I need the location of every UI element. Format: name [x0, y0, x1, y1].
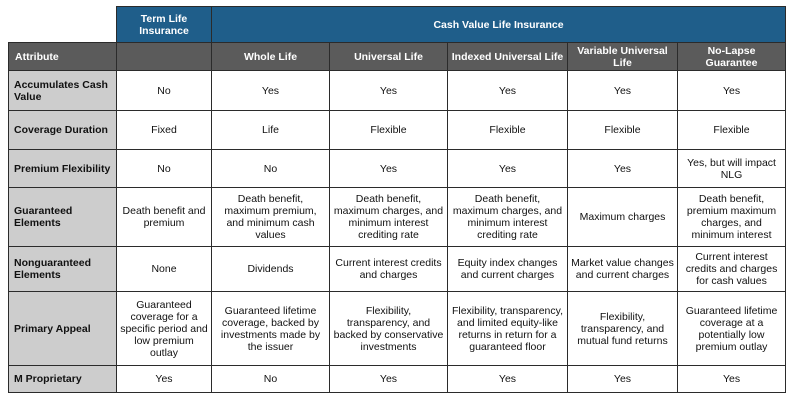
row-attribute: Primary Appeal	[9, 292, 117, 366]
comparison-table	[8, 6, 786, 393]
table-cell: Guaranteed lifetime coverage at a potentially low premium outlay	[678, 292, 786, 366]
table-cell: Flexible	[330, 111, 448, 150]
table-cell: Flexible	[678, 111, 786, 150]
table-row	[9, 111, 786, 150]
table-cell: Current interest credits and charges for cash values	[678, 247, 786, 292]
row-attribute: Accumulates Cash Value	[9, 71, 117, 111]
cash-value-group-header: Cash Value Life Insurance	[212, 7, 786, 43]
column-header-no-lapse-guarantee: No-Lapse Guarantee	[678, 43, 786, 71]
table-cell: None	[117, 247, 212, 292]
table-cell: Equity index changes and current charges	[448, 247, 568, 292]
table-cell: Yes	[568, 150, 678, 188]
table-row	[9, 292, 786, 366]
table-row	[9, 150, 786, 188]
table-cell: Flexibility, transparency, and limited equity-like returns in return for a guaranteed floor	[448, 292, 568, 366]
table-cell: Life	[212, 111, 330, 150]
table-cell: Guaranteed lifetime coverage, backed by investments made by the issuer	[212, 292, 330, 366]
table-cell: Yes	[330, 71, 448, 111]
table-cell: Guaranteed coverage for a specific period and low premium outlay	[117, 292, 212, 366]
table-cell: Yes	[678, 71, 786, 111]
row-attribute: Premium Flexibility	[9, 150, 117, 188]
row-attribute: Guaranteed Elements	[9, 188, 117, 247]
table-cell: Dividends	[212, 247, 330, 292]
row-attribute: Nonguaranteed Elements	[9, 247, 117, 292]
table-cell: Flexible	[568, 111, 678, 150]
table-cell: Death benefit, maximum charges, and minimum interest crediting rate	[330, 188, 448, 247]
table-cell: Death benefit, maximum premium, and minimum cash values	[212, 188, 330, 247]
table-cell: No	[212, 150, 330, 188]
blank-corner	[9, 7, 117, 43]
group-header-row	[9, 7, 786, 43]
table-row	[9, 247, 786, 292]
table-cell: Death benefit, maximum charges, and minimum interest crediting rate	[448, 188, 568, 247]
table-cell: Current interest credits and charges	[330, 247, 448, 292]
table-cell: Yes, but will impact NLG	[678, 150, 786, 188]
table-cell: Death benefit and premium	[117, 188, 212, 247]
term-life-subheader	[117, 43, 212, 71]
table-cell: Flexible	[448, 111, 568, 150]
table-cell: No	[117, 71, 212, 111]
table-cell: Yes	[568, 366, 678, 393]
table-cell: Flexibility, transparency, and mutual fund returns	[568, 292, 678, 366]
column-header-universal-life: Universal Life	[330, 43, 448, 71]
table-cell: Market value changes and current charges	[568, 247, 678, 292]
table-cell: Yes	[330, 366, 448, 393]
table-cell: Yes	[448, 366, 568, 393]
table-row	[9, 366, 786, 393]
table-cell: Fixed	[117, 111, 212, 150]
table-cell: Flexibility, transparency, and backed by conservative investments	[330, 292, 448, 366]
attribute-column-header: Attribute	[9, 43, 117, 71]
column-header-whole-life: Whole Life	[212, 43, 330, 71]
table-cell: Yes	[330, 150, 448, 188]
row-attribute: Coverage Duration	[9, 111, 117, 150]
row-attribute: M Proprietary	[9, 366, 117, 393]
column-header-variable-universal-life: Variable Universal Life	[568, 43, 678, 71]
table-row	[9, 188, 786, 247]
column-header-row	[9, 43, 786, 71]
table-row	[9, 71, 786, 111]
table-cell: Yes	[448, 71, 568, 111]
table-cell: Yes	[678, 366, 786, 393]
table-cell: Yes	[117, 366, 212, 393]
table-cell: Yes	[568, 71, 678, 111]
table-cell: Maximum charges	[568, 188, 678, 247]
table-cell: No	[212, 366, 330, 393]
table-cell: Yes	[448, 150, 568, 188]
table-cell: Death benefit, premium maximum charges, and minimum interest	[678, 188, 786, 247]
column-header-indexed-universal-life: Indexed Universal Life	[448, 43, 568, 71]
term-life-group-header: Term Life Insurance	[117, 7, 212, 43]
table-cell: Yes	[212, 71, 330, 111]
table-cell: No	[117, 150, 212, 188]
